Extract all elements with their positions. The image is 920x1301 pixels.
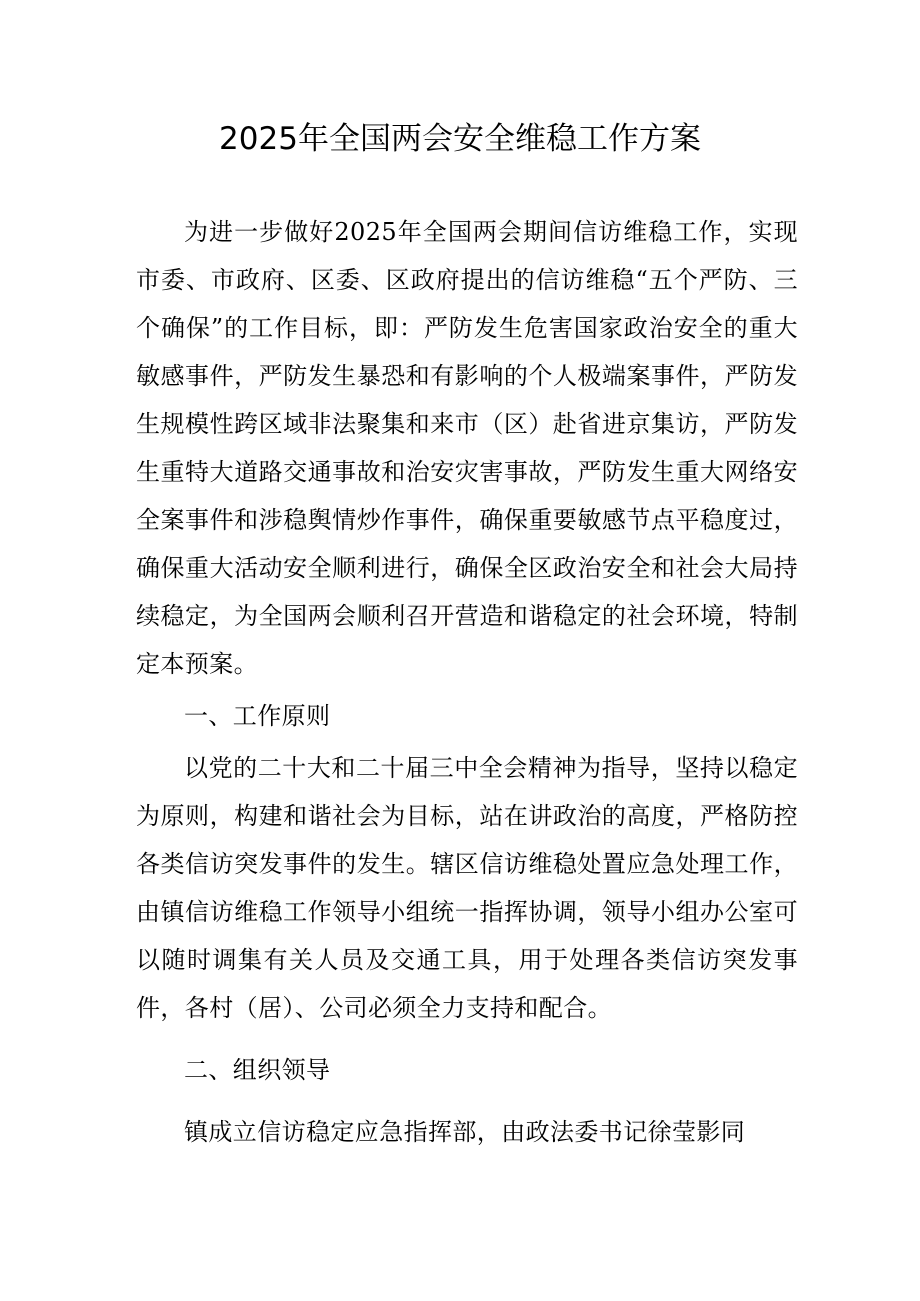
document-title: 2025年全国两会安全维稳工作方案 xyxy=(219,121,701,157)
organization-paragraph: 镇成立信访稳定应急指挥部，由政法委书记徐莹影同 xyxy=(184,1118,746,1146)
spacer xyxy=(136,1094,798,1108)
principles-paragraph: 以党的二十大和二十届三中全会精神为指导，坚持以稳定为原则，构建和谐社会为目标，站在讲政治的高度，严格防控各类信访突发事件的发生。辖区信访维稳处置应急处理工作，由镇信访维稳工作领导小组统一指挥协调，领导小组办公室可以随时调集有关人员及交通工具，用于处理各类信访突发事件，各村（居）、公司必须全力支持和配合。 xyxy=(136,754,798,1022)
section-heading-organization: 二、组织领导 xyxy=(184,1056,331,1084)
document-body xyxy=(136,208,798,1156)
spacer xyxy=(136,1032,798,1046)
intro-paragraph: 为进一步做好2025年全国两会期间信访维稳工作，实现市委、市政府、区委、区政府提出的信访维稳“五个严防、三个确保”的工作目标，即：严防发生危害国家政治安全的重大敏感事件，严防发生暴恐和有影响的个人极端案事件，严防发生规模性跨区域非法聚集和来市（区）赴省进京集访，严防发生重特大道路交通事故和治安灾害事故，严防发生重大网络安全案事件和涉稳舆情炒作事件，确保重要敏感节点平稳度过，确保重大活动安全顺利进行，确保全区政治安全和社会大局持续稳定，为全国两会顺利召开营造和谐稳定的社会环境，特制定本预案。 xyxy=(136,218,798,678)
section-heading-principles: 一、工作原则 xyxy=(184,702,331,730)
